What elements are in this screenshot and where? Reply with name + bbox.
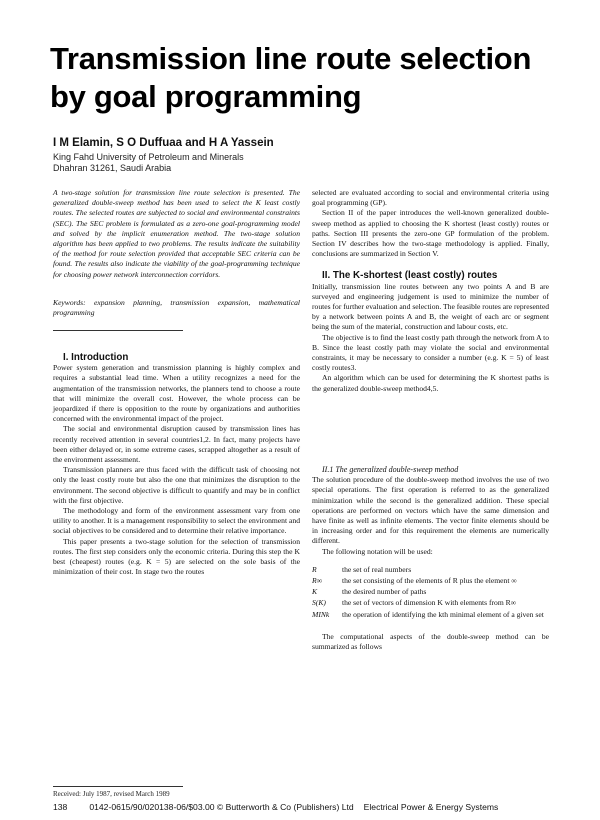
right-column-top	[312, 188, 549, 394]
page-number: 138	[53, 802, 68, 812]
received-date: Received: July 1987, revised March 1989	[53, 790, 170, 798]
subsection-paragraph: The solution procedure of the double-sweep method involves the use of two special operations. The first operation is referred to as the generalized minimization while the second is the generalized addition. These special operations are performed on vectors which have the same dimension and have finite as well as infinite elements. The vector finite elements should be in increasing order and for this requirement the elements are numerically different.	[312, 475, 549, 546]
footnote-divider	[53, 786, 183, 787]
introduction-section	[53, 353, 300, 577]
notation-symbol: K	[312, 587, 318, 597]
notation-item	[312, 565, 549, 575]
subsection-heading-double-sweep: II.1 The generalized double-sweep method	[322, 465, 459, 474]
keywords-text: Keywords: expansion planning, transmission expansion, mathematical programming	[53, 298, 300, 318]
notation-description: the set of real numbers	[342, 564, 412, 574]
notation-description: the set of vectors of dimension K with elements from R∞	[342, 598, 517, 608]
body-paragraph: selected are evaluated according to social and environmental criteria using goal programming (GP).	[312, 188, 549, 208]
intro-paragraph: The methodology and form of the environment assessment vary from one utility to another. It is a management responsibility to select the environment and social objectives to be considered and to determine their relative importance.	[53, 506, 300, 536]
section2-paragraph: The objective is to find the least costly path through the network from A to B. Since the least costly path may violate the social and environmental constraints, it may be necessary to consider a number (e.g. K = 5) of least costly routes3.	[312, 332, 549, 373]
notation-symbol: MINk	[312, 609, 330, 619]
section2-paragraph: Initially, transmission line routes between any two points A and B are surveyed and engineering judgement is used to minimize the number of routes for further evaluation and selection. The feasible routes are represented by a network between points A and B, the weight of each arc or segment being the sum of the material, construction and labour costs, etc.	[312, 281, 549, 332]
intro-paragraph: Power system generation and transmission planning is highly complex and requires a substantial lead time. When a utility recognizes a need for the augmentation of the transmission networks, the planners tend to choose a route that will minimize the overall cost. However, the whole process can be jeopardized if there is opposition to the route by organizations and authorities concerned with the environmental impact of the project.	[53, 363, 300, 424]
abstract-divider	[53, 330, 183, 331]
notation-symbol: S(K)	[312, 598, 326, 608]
affiliation-line-2: Dhahran 31261, Saudi Arabia	[53, 163, 172, 173]
right-column-bottom	[312, 465, 549, 652]
notation-description: the desired number of paths	[342, 587, 427, 597]
notation-item	[312, 610, 549, 620]
notation-description: the set consisting of the elements of R plus the element ∞	[342, 576, 517, 586]
paper-title: Transmission line route selection by goal programming	[50, 41, 532, 114]
subsection-paragraph: The following notation will be used:	[322, 546, 433, 556]
abstract	[53, 188, 300, 280]
keywords	[53, 298, 300, 318]
author-list: I M Elamin, S O Duffuaa and H A Yassein	[53, 137, 274, 149]
affiliation-line-1: King Fahd University of Petroleum and Minerals	[53, 152, 244, 162]
closing-paragraph: The computational aspects of the double-sweep method can be summarized as follows	[312, 631, 549, 652]
notation-item	[312, 576, 549, 586]
section-heading-introduction: I. Introduction	[63, 352, 129, 363]
notation-symbol: R	[312, 564, 317, 574]
notation-item	[312, 587, 549, 597]
intro-paragraph: The social and environmental disruption caused by transmission lines has recently received attention in several countries1,2. In fact, many projects have been either delayed or, in some extreme cases, scrapped altogether as a result of the environment assessment.	[53, 424, 300, 465]
notation-list	[312, 565, 549, 620]
notation-description: the operation of identifying the kth minimal element of a given set	[342, 609, 544, 619]
intro-paragraph: Transmission planners are thus faced with the difficult task of choosing not only the least costly route but also the one that minimizes the disruption to the environment. The second objective is difficult to quantify and may be in conflict with the first objective.	[53, 465, 300, 505]
body-paragraph: Section II of the paper introduces the well-known generalized double-sweep method as applied to choosing the K shortest (least costly) routes or paths. Section III presents the zero-one GP formulation of the problem. Section IV describes how the two-stage methodology is applied. Finally, conclusions are summarized in Section V.	[312, 208, 549, 259]
abstract-text: A two-stage solution for transmission line route selection is presented. The generalized double-sweep method has been used to select the K least costly routes. The selected routes are subjected to social and environmental constraints (SEC). The SEC problem is formulated as a zero-one goal-programming model and solved by the implicit enumeration method. The two-stage solution algorithm has been applied to two problems. The results indicate the suitability of the method for route selection provided that acceptable SEC criteria can be found. The results also indicate the viability of the goal-programming technique for choosing power network interconnection corridors.	[53, 188, 300, 279]
affiliation	[53, 152, 244, 174]
section-heading-k-shortest: II. The K-shortest (least costly) routes	[322, 270, 498, 282]
section2-paragraph: An algorithm which can be used for determining the K shortest paths is the generalized double-sweep method4,5.	[312, 373, 549, 393]
journal-name: Electrical Power & Energy Systems	[363, 802, 499, 812]
page-footer	[53, 802, 553, 812]
notation-item	[312, 598, 549, 608]
copyright-line: 0142-0615/90/020138-06/$03.00 © Butterworth & Co (Publishers) Ltd	[89, 802, 354, 812]
notation-symbol: R∞	[312, 576, 323, 586]
intro-paragraph: This paper presents a two-stage solution for the selection of transmission routes. The first step considers only the economic criteria. During this step the K best (cheapest) routes (e.g. K = 5) are selected on the sole basis of the minimization of their cost. In stage two the routes	[53, 536, 300, 577]
